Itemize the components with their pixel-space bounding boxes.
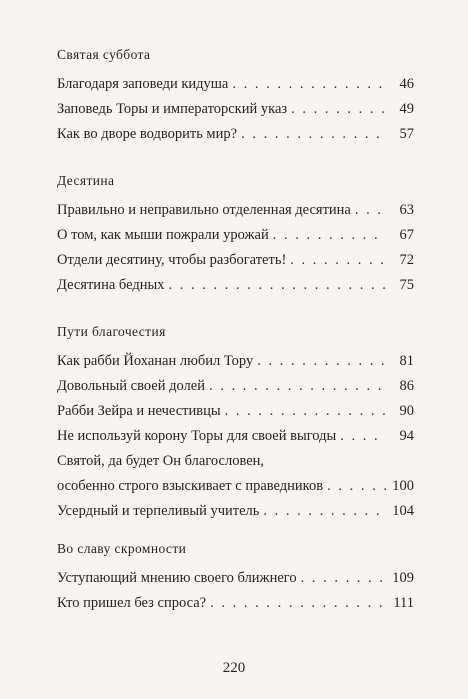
- dot-leader: [257, 349, 386, 374]
- section-heading: Десятина: [57, 173, 115, 188]
- dot-leader: [168, 273, 386, 298]
- toc-entry: [57, 566, 414, 591]
- toc-entry: [57, 349, 414, 374]
- entry-title: Заповедь Торы и императорский указ: [57, 101, 288, 117]
- dot-leader: [355, 198, 386, 223]
- entry-title: Как во дворе водворить мир?: [57, 126, 238, 142]
- dot-leader: [327, 474, 386, 499]
- toc-entry: [57, 223, 414, 248]
- toc-entry: [57, 273, 414, 298]
- toc-entry: [57, 198, 414, 223]
- dot-leader: [273, 223, 386, 248]
- dot-leader: [291, 97, 386, 122]
- dot-leader: [290, 248, 386, 273]
- toc-entry: [57, 424, 414, 449]
- toc-entry: [57, 72, 414, 97]
- toc-entry: [57, 499, 414, 524]
- section-heading: Во славу скромности: [57, 541, 187, 556]
- entry-title: Как рабби Йоханан любил Тору: [57, 353, 254, 369]
- entry-page: 86: [399, 378, 414, 394]
- page-number: 220: [222, 660, 246, 676]
- entry-page: 46: [399, 76, 414, 92]
- toc-section-tithe: [57, 172, 414, 298]
- toc-entry: [57, 248, 414, 273]
- dot-leader: [225, 399, 386, 424]
- toc-entry: [57, 474, 414, 499]
- toc-entry: [57, 122, 414, 147]
- entry-page: 63: [399, 202, 414, 218]
- entry-title: Не используй корону Торы для своей выгоды: [57, 428, 337, 444]
- entry-title: Уступающий мнению своего ближнего: [57, 570, 297, 586]
- toc-section-piety: [57, 323, 414, 524]
- dot-leader: [210, 591, 386, 616]
- toc-entry: [57, 399, 414, 424]
- section-heading: Пути благочестия: [57, 324, 166, 339]
- entry-page: 81: [399, 353, 414, 369]
- entry-title: Рабби Зейра и нечестивцы: [57, 403, 221, 419]
- entry-title: Довольный своей долей: [57, 378, 205, 394]
- dot-leader: [232, 72, 386, 97]
- entry-page: 67: [399, 227, 414, 243]
- dot-leader: [340, 424, 386, 449]
- entry-page: 72: [399, 252, 414, 268]
- dot-leader: [263, 499, 386, 524]
- entry-title: Десятина бедных: [57, 277, 165, 293]
- entry-page: 104: [392, 503, 414, 519]
- entry-title: особенно строго взыскивает с праведников: [57, 478, 324, 494]
- entry-title: Усердный и терпеливый учитель: [57, 503, 260, 519]
- entry-page: 57: [399, 126, 414, 142]
- entry-title: Кто пришел без спроса?: [57, 595, 207, 611]
- entry-title: О том, как мыши пожрали урожай: [57, 227, 269, 243]
- entry-title: Отдели десятину, чтобы разбогатеть!: [57, 252, 287, 268]
- toc-entry: [57, 97, 414, 122]
- entry-page: 111: [393, 595, 414, 611]
- toc-section-modesty: [57, 540, 414, 616]
- entry-title: Правильно и неправильно отделенная десятина: [57, 202, 351, 218]
- toc-entry-wrapped-line: [57, 449, 414, 474]
- entry-page: 109: [392, 570, 414, 586]
- entry-page: 94: [399, 428, 414, 444]
- toc-section-sabbath: [57, 46, 414, 147]
- dot-leader: [301, 566, 386, 591]
- entry-title: Благодаря заповеди кидуша: [57, 76, 229, 92]
- entry-page: 49: [399, 101, 414, 117]
- entry-page: 90: [399, 403, 414, 419]
- section-heading: Святая суббота: [57, 47, 151, 62]
- entry-page: 75: [399, 277, 414, 293]
- toc-entry: [57, 591, 414, 616]
- entry-title: Святой, да будет Он благословен,: [57, 453, 265, 469]
- entry-page: 100: [392, 478, 414, 494]
- toc-entry: [57, 374, 414, 399]
- dot-leader: [209, 374, 386, 399]
- dot-leader: [241, 122, 386, 147]
